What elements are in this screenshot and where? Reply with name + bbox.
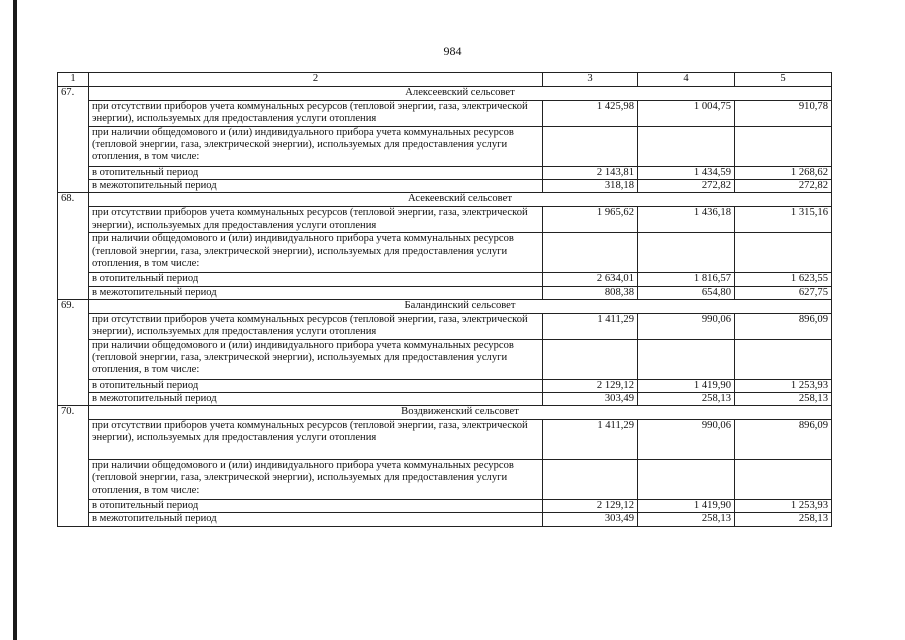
value-cell xyxy=(638,127,735,167)
header-cell: 1 xyxy=(58,73,89,87)
table-row xyxy=(58,167,832,180)
value-cell: 896,09 xyxy=(735,420,832,460)
value-cell xyxy=(735,127,832,167)
header-row xyxy=(58,73,832,87)
row-description: при отсутствии приборов учета коммунальных ресурсов (тепловой энергии, газа, электрической энергии), используемых для предоставления услуги отопления xyxy=(89,313,543,339)
row-description: в межотопительный период xyxy=(89,180,543,193)
section-number: 70. xyxy=(58,406,89,526)
header-cell: 4 xyxy=(638,73,735,87)
value-cell: 2 129,12 xyxy=(543,500,638,513)
value-cell xyxy=(543,127,638,167)
row-description: при наличии общедомового и (или) индивидуального прибора учета коммунальных ресурсов (тепловой энергии, газа, электрической энергии), используемых для предоставления услуги отопления, в том числе: xyxy=(89,339,543,379)
value-cell xyxy=(638,339,735,379)
row-description: в межотопительный период xyxy=(89,393,543,406)
row-description: в отопительный период xyxy=(89,500,543,513)
value-cell: 258,13 xyxy=(638,393,735,406)
scan-edge-bar xyxy=(13,0,17,640)
value-cell: 1 315,16 xyxy=(735,207,832,233)
row-description: при наличии общедомового и (или) индивидуального прибора учета коммунальных ресурсов (тепловой энергии, газа, электрической энергии), используемых для предоставления услуги отопления, в том числе: xyxy=(89,233,543,273)
value-cell: 258,13 xyxy=(735,513,832,526)
value-cell: 318,18 xyxy=(543,180,638,193)
table-row xyxy=(58,233,832,273)
value-cell: 1 253,93 xyxy=(735,379,832,392)
table-row xyxy=(58,420,832,460)
value-cell: 1 419,90 xyxy=(638,500,735,513)
value-cell: 272,82 xyxy=(638,180,735,193)
section-header-row xyxy=(58,406,832,420)
value-cell xyxy=(735,339,832,379)
table-row xyxy=(58,393,832,406)
value-cell: 1 411,29 xyxy=(543,313,638,339)
value-cell: 627,75 xyxy=(735,286,832,299)
value-cell: 1 268,62 xyxy=(735,167,832,180)
table-row xyxy=(58,207,832,233)
section-name: Асекеевский сельсовет xyxy=(89,193,832,207)
table-row xyxy=(58,313,832,339)
row-description: в отопительный период xyxy=(89,379,543,392)
section-name: Воздвиженский сельсовет xyxy=(89,406,832,420)
table-row xyxy=(58,101,832,127)
table-row xyxy=(58,127,832,167)
value-cell: 303,49 xyxy=(543,393,638,406)
row-description: при отсутствии приборов учета коммунальных ресурсов (тепловой энергии, газа, электрической энергии), используемых для предоставления услуги отопления xyxy=(89,101,543,127)
value-cell: 808,38 xyxy=(543,286,638,299)
row-description: при наличии общедомового и (или) индивидуального прибора учета коммунальных ресурсов (тепловой энергии, газа, электрической энергии), используемых для предоставления услуги отопления, в том числе: xyxy=(89,127,543,167)
value-cell: 1 965,62 xyxy=(543,207,638,233)
value-cell xyxy=(543,460,638,500)
value-cell: 1 425,98 xyxy=(543,101,638,127)
page-number: 984 xyxy=(443,44,462,58)
value-cell: 1 411,29 xyxy=(543,420,638,460)
row-description: при отсутствии приборов учета коммунальных ресурсов (тепловой энергии, газа, электрической энергии), используемых для предоставления услуги отопления xyxy=(89,420,543,460)
value-cell: 1 004,75 xyxy=(638,101,735,127)
value-cell: 2 129,12 xyxy=(543,379,638,392)
section-number: 69. xyxy=(58,299,89,405)
value-cell xyxy=(735,460,832,500)
section-number: 68. xyxy=(58,193,89,299)
value-cell: 2 634,01 xyxy=(543,273,638,286)
section-number: 67. xyxy=(58,87,89,193)
row-description: при наличии общедомового и (или) индивидуального прибора учета коммунальных ресурсов (тепловой энергии, газа, электрической энергии), используемых для предоставления услуги отопления, в том числе: xyxy=(89,460,543,500)
value-cell: 1 816,57 xyxy=(638,273,735,286)
value-cell: 1 436,18 xyxy=(638,207,735,233)
value-cell: 258,13 xyxy=(735,393,832,406)
section-name: Алексеевский сельсовет xyxy=(89,87,832,101)
value-cell: 910,78 xyxy=(735,101,832,127)
header-cell: 2 xyxy=(89,73,543,87)
value-cell xyxy=(543,339,638,379)
table-row xyxy=(58,500,832,513)
row-description: при отсутствии приборов учета коммунальных ресурсов (тепловой энергии, газа, электрической энергии), используемых для предоставления услуги отопления xyxy=(89,207,543,233)
row-description: в межотопительный период xyxy=(89,286,543,299)
section-header-row xyxy=(58,87,832,101)
row-description: в отопительный период xyxy=(89,167,543,180)
value-cell: 272,82 xyxy=(735,180,832,193)
row-description: в межотопительный период xyxy=(89,513,543,526)
table-row xyxy=(58,513,832,526)
table-row xyxy=(58,286,832,299)
table-row xyxy=(58,273,832,286)
value-cell: 654,80 xyxy=(638,286,735,299)
value-cell: 990,06 xyxy=(638,420,735,460)
value-cell: 1 253,93 xyxy=(735,500,832,513)
table-row xyxy=(58,379,832,392)
value-cell: 990,06 xyxy=(638,313,735,339)
value-cell xyxy=(638,233,735,273)
section-header-row xyxy=(58,193,832,207)
value-cell: 1 623,55 xyxy=(735,273,832,286)
value-cell: 1 419,90 xyxy=(638,379,735,392)
value-cell: 896,09 xyxy=(735,313,832,339)
value-cell: 2 143,81 xyxy=(543,167,638,180)
header-cell: 3 xyxy=(543,73,638,87)
row-description: в отопительный период xyxy=(89,273,543,286)
table-row xyxy=(58,460,832,500)
section-name: Баландинский сельсовет xyxy=(89,299,832,313)
tariff-table xyxy=(57,72,832,527)
value-cell: 1 434,59 xyxy=(638,167,735,180)
value-cell xyxy=(543,233,638,273)
header-cell: 5 xyxy=(735,73,832,87)
value-cell: 258,13 xyxy=(638,513,735,526)
section-header-row xyxy=(58,299,832,313)
value-cell: 303,49 xyxy=(543,513,638,526)
value-cell xyxy=(735,233,832,273)
table-row xyxy=(58,339,832,379)
value-cell xyxy=(638,460,735,500)
table-row xyxy=(58,180,832,193)
